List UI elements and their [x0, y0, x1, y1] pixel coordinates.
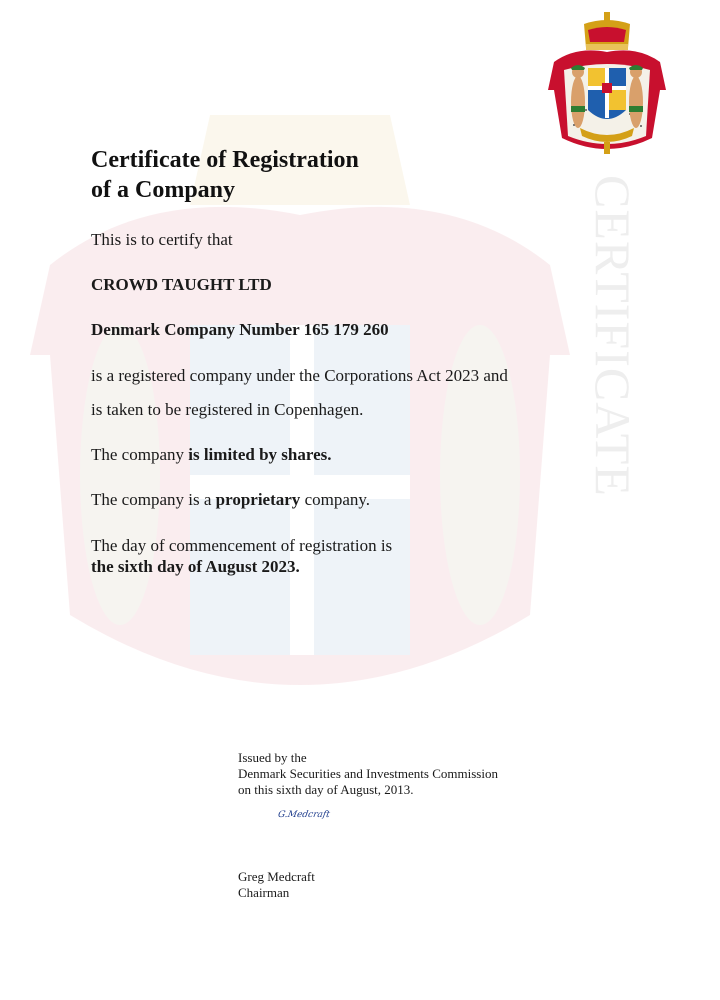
- issuer-block: [238, 750, 498, 798]
- proprietary-statement: [91, 489, 370, 511]
- limited-prefix: The company: [91, 445, 189, 464]
- certify-intro: This is to certify that: [91, 230, 233, 249]
- proprietary-bold: proprietary: [215, 490, 301, 509]
- registration-line-1: is a registered company under the Corporations Act 2023 and: [91, 366, 508, 385]
- limited-by-shares-statement: [91, 444, 332, 466]
- title-line-2: of a Company: [91, 177, 236, 203]
- certificate-watermark-text: CERTIFICATE: [585, 175, 641, 497]
- registration-line-2: is taken to be registered in Copenhagen.: [91, 400, 364, 419]
- coat-of-arms-icon: [546, 10, 668, 156]
- title-line-1: Certificate of Registration: [91, 147, 359, 173]
- company-name: CROWD TAUGHT LTD: [91, 275, 272, 294]
- signature: G.Medcraft: [277, 810, 331, 820]
- signer-block: [238, 869, 315, 901]
- issued-line-3: on this sixth day of August, 2013.: [238, 782, 414, 797]
- commencement-date: the sixth day of August 2023.: [91, 557, 300, 576]
- issued-line-2: Denmark Securities and Investments Commission: [238, 766, 498, 781]
- proprietary-suffix: company.: [300, 490, 371, 509]
- company-number: Denmark Company Number 165 179 260: [91, 320, 389, 339]
- signer-name: Greg Medcraft: [238, 869, 315, 884]
- commencement-line-1: The day of commencement of registration is: [91, 536, 393, 555]
- signer-title: Chairman: [238, 885, 290, 900]
- issued-line-1: Issued by the: [238, 750, 307, 765]
- limited-bold: is limited by shares.: [188, 445, 332, 464]
- certificate-title: [91, 145, 359, 205]
- proprietary-prefix: The company is a: [91, 490, 216, 509]
